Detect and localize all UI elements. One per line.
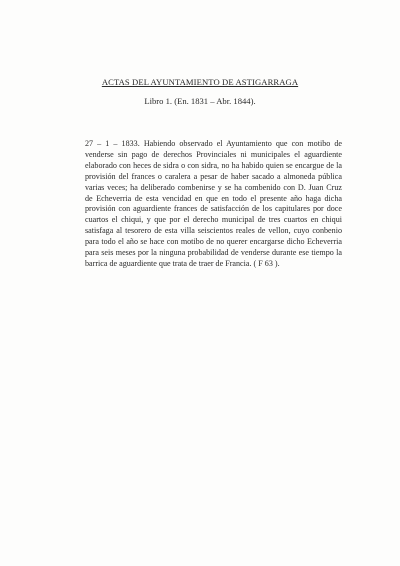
minutes-entry-paragraph: 27 – 1 – 1833. Habiendo observado el Ayuntamiento que con motibo de venderse sin pago de derechos Provinciales ni municipales el aguardiente elaborado con heces de sidra o con sidra, no ha habido quien se encargue de la provisión del frances o caralera a pesar de haber sacado a almoneda pública varias veces; ha deliberado combenirse y se ha combenido con D. Juan Cruz de Echeverria de esta vencidad en que en todo el presente año haga dicha provisión con aguardiente frances de satisfacción de los capitulares por doce cuartos el chiqui, y que por el derecho municipal de tres cuartos en chiqui satisfaga al tesorero de esta villa seiscientos reales de vellon, cuyo conbenio para todo el año se hace con motibo de no querer encargarse dicho Echeverria para seis meses por la ninguna probabilidad de venderse durante ese tiempo la barrica de aguardiente que trata de traer de Francia. ( F 63 ). [85,139,342,268]
document-subtitle: Libro 1. (En. 1831 – Abr. 1844). [144,96,256,106]
document-title: ACTAS DEL AYUNTAMIENTO DE ASTIGARRAGA [101,77,299,87]
